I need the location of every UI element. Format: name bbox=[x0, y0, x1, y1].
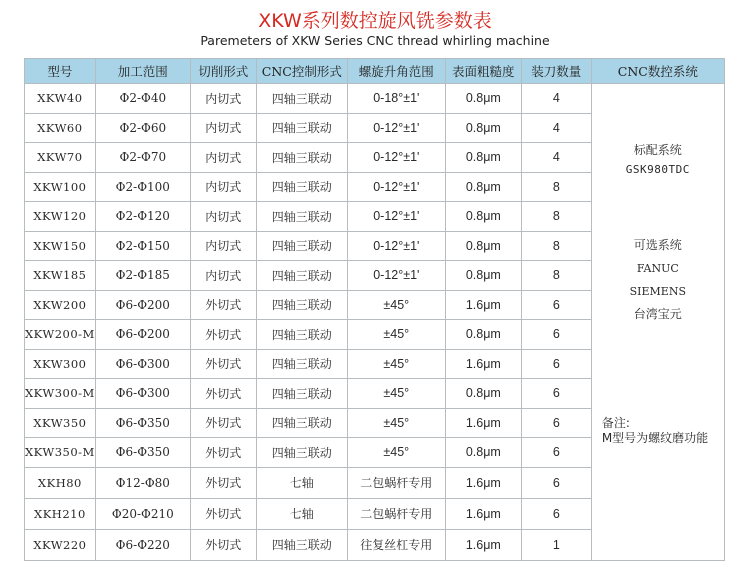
cell-tool-count: 6 bbox=[521, 467, 591, 498]
cell-helix-angle: ±45° bbox=[347, 349, 445, 379]
cell-model: XKH80 bbox=[25, 467, 96, 498]
cell-cnc-control: 四轴三联动 bbox=[256, 84, 347, 114]
cell-cut-type: 外切式 bbox=[190, 498, 256, 529]
cell-cnc-control: 四轴三联动 bbox=[256, 261, 347, 291]
cell-model: XKH210 bbox=[25, 498, 96, 529]
cell-cnc-control: 四轴三联动 bbox=[256, 172, 347, 202]
note-text: M型号为螺纹磨功能 bbox=[601, 431, 709, 445]
cell-cnc-control: 四轴三联动 bbox=[256, 379, 347, 409]
cell-cnc-control: 七轴 bbox=[256, 498, 347, 529]
cell-cut-type: 外切式 bbox=[190, 290, 256, 320]
cell-tool-count: 8 bbox=[521, 202, 591, 232]
cnc-standard-value: GSK980TDC bbox=[625, 163, 690, 176]
cell-tool-count: 6 bbox=[521, 498, 591, 529]
cell-tool-count: 4 bbox=[521, 143, 591, 173]
cnc-optional-fanuc: FANUC bbox=[636, 262, 679, 275]
cell-tool-count: 8 bbox=[521, 261, 591, 291]
cell-range: Φ20-Φ210 bbox=[95, 498, 190, 529]
cell-tool-count: 6 bbox=[521, 379, 591, 409]
cnc-system-cell bbox=[591, 84, 724, 561]
cell-cut-type: 内切式 bbox=[190, 84, 256, 114]
cell-cnc-control: 四轴三联动 bbox=[256, 438, 347, 468]
cell-helix-angle: ±45° bbox=[347, 379, 445, 409]
cell-roughness: 0.8μm bbox=[445, 84, 521, 114]
cell-cut-type: 内切式 bbox=[190, 172, 256, 202]
cell-range: Φ6-Φ350 bbox=[95, 408, 190, 438]
cell-range: Φ6-Φ200 bbox=[95, 320, 190, 350]
cell-model: XKW100 bbox=[25, 172, 96, 202]
cell-cut-type: 内切式 bbox=[190, 261, 256, 291]
cell-tool-count: 8 bbox=[521, 172, 591, 202]
cell-tool-count: 6 bbox=[521, 438, 591, 468]
cell-range: Φ6-Φ220 bbox=[95, 529, 190, 560]
cell-range: Φ2-Φ150 bbox=[95, 231, 190, 261]
cell-tool-count: 4 bbox=[521, 84, 591, 114]
cnc-optional-block bbox=[592, 234, 724, 326]
cnc-optional-siemens: SIEMENS bbox=[629, 285, 686, 298]
cell-roughness: 0.8μm bbox=[445, 320, 521, 350]
header-model: 型号 bbox=[25, 59, 96, 84]
cell-roughness: 0.8μm bbox=[445, 379, 521, 409]
table-header-row bbox=[25, 59, 725, 84]
cell-helix-angle: 0-12°±1' bbox=[347, 202, 445, 232]
cell-helix-angle: 往复丝杠专用 bbox=[347, 529, 445, 560]
header-tool-count: 装刀数量 bbox=[521, 59, 591, 84]
note-label: 备注: bbox=[601, 416, 630, 430]
cnc-optional-label: 可选系统 bbox=[633, 238, 682, 252]
cell-cnc-control: 四轴三联动 bbox=[256, 143, 347, 173]
page-subtitle: Paremeters of XKW Series CNC thread whirling machine bbox=[200, 33, 550, 48]
cell-helix-angle: ±45° bbox=[347, 408, 445, 438]
cell-range: Φ2-Φ70 bbox=[95, 143, 190, 173]
cell-cut-type: 外切式 bbox=[190, 438, 256, 468]
cell-helix-angle: ±45° bbox=[347, 438, 445, 468]
header-helix-angle: 螺旋升角范围 bbox=[347, 59, 445, 84]
cell-roughness: 0.8μm bbox=[445, 172, 521, 202]
cell-cnc-control: 四轴三联动 bbox=[256, 202, 347, 232]
cell-model: XKW220 bbox=[25, 529, 96, 560]
cell-range: Φ2-Φ120 bbox=[95, 202, 190, 232]
cell-cnc-control: 四轴三联动 bbox=[256, 113, 347, 143]
cell-range: Φ2-Φ60 bbox=[95, 113, 190, 143]
cell-cut-type: 内切式 bbox=[190, 143, 256, 173]
cnc-optional-syntec: 台湾宝元 bbox=[633, 307, 682, 321]
cell-model: XKW120 bbox=[25, 202, 96, 232]
cell-roughness: 0.8μm bbox=[445, 143, 521, 173]
cell-range: Φ6-Φ350 bbox=[95, 438, 190, 468]
cell-roughness: 1.6μm bbox=[445, 349, 521, 379]
cell-tool-count: 6 bbox=[521, 320, 591, 350]
cell-helix-angle: 二包蜗杆专用 bbox=[347, 467, 445, 498]
cell-helix-angle: 0-12°±1' bbox=[347, 113, 445, 143]
cell-roughness: 1.6μm bbox=[445, 498, 521, 529]
cnc-standard-block bbox=[592, 140, 724, 180]
cell-roughness: 0.8μm bbox=[445, 113, 521, 143]
parameter-table bbox=[24, 58, 725, 561]
cell-range: Φ2-Φ40 bbox=[95, 84, 190, 114]
cell-cnc-control: 四轴三联动 bbox=[256, 231, 347, 261]
cell-range: Φ2-Φ100 bbox=[95, 172, 190, 202]
cell-cut-type: 内切式 bbox=[190, 231, 256, 261]
cell-model: XKW300 bbox=[25, 349, 96, 379]
cell-model: XKW70 bbox=[25, 143, 96, 173]
header-cnc-control: CNC控制形式 bbox=[256, 59, 347, 84]
cell-helix-angle: 0-12°±1' bbox=[347, 172, 445, 202]
cell-roughness: 1.6μm bbox=[445, 290, 521, 320]
cell-helix-angle: 0-12°±1' bbox=[347, 261, 445, 291]
cell-roughness: 0.8μm bbox=[445, 261, 521, 291]
header-roughness: 表面粗糙度 bbox=[445, 59, 521, 84]
cell-helix-angle: 0-12°±1' bbox=[347, 143, 445, 173]
cell-cnc-control: 四轴三联动 bbox=[256, 349, 347, 379]
cell-roughness: 1.6μm bbox=[445, 408, 521, 438]
cell-tool-count: 8 bbox=[521, 231, 591, 261]
cell-range: Φ6-Φ200 bbox=[95, 290, 190, 320]
cell-cut-type: 外切式 bbox=[190, 467, 256, 498]
cell-model: XKW350 bbox=[25, 408, 96, 438]
cell-roughness: 0.8μm bbox=[445, 231, 521, 261]
cell-roughness: 1.6μm bbox=[445, 529, 521, 560]
cell-tool-count: 1 bbox=[521, 529, 591, 560]
cell-cut-type: 外切式 bbox=[190, 408, 256, 438]
header-cut-type: 切削形式 bbox=[190, 59, 256, 84]
cell-helix-angle: 0-18°±1' bbox=[347, 84, 445, 114]
table-row bbox=[25, 84, 725, 114]
cell-cnc-control: 四轴三联动 bbox=[256, 320, 347, 350]
cell-model: XKW150 bbox=[25, 231, 96, 261]
cell-cut-type: 外切式 bbox=[190, 529, 256, 560]
page-title: XKW系列数控旋风铣参数表 bbox=[258, 10, 492, 32]
cell-cut-type: 外切式 bbox=[190, 349, 256, 379]
cell-model: XKW40 bbox=[25, 84, 96, 114]
cell-cnc-control: 四轴三联动 bbox=[256, 408, 347, 438]
cell-model: XKW300-M bbox=[25, 379, 96, 409]
cell-range: Φ12-Φ80 bbox=[95, 467, 190, 498]
cnc-standard-label: 标配系统 bbox=[633, 143, 682, 157]
cell-cnc-control: 四轴三联动 bbox=[256, 290, 347, 320]
cell-cut-type: 内切式 bbox=[190, 113, 256, 143]
cell-cut-type: 外切式 bbox=[190, 320, 256, 350]
cell-roughness: 0.8μm bbox=[445, 202, 521, 232]
header-cnc-system: CNC数控系统 bbox=[591, 59, 724, 84]
cell-tool-count: 6 bbox=[521, 408, 591, 438]
cell-cnc-control: 七轴 bbox=[256, 467, 347, 498]
cell-model: XKW350-M bbox=[25, 438, 96, 468]
cell-roughness: 0.8μm bbox=[445, 438, 521, 468]
cell-range: Φ6-Φ300 bbox=[95, 349, 190, 379]
cell-helix-angle: ±45° bbox=[347, 320, 445, 350]
cell-tool-count: 6 bbox=[521, 349, 591, 379]
cell-model: XKW60 bbox=[25, 113, 96, 143]
cell-helix-angle: 0-12°±1' bbox=[347, 231, 445, 261]
cell-cut-type: 外切式 bbox=[190, 379, 256, 409]
cell-helix-angle: 二包蜗杆专用 bbox=[347, 498, 445, 529]
cell-range: Φ2-Φ185 bbox=[95, 261, 190, 291]
cell-roughness: 1.6μm bbox=[445, 467, 521, 498]
cell-model: XKW200-M bbox=[25, 320, 96, 350]
cell-cnc-control: 四轴三联动 bbox=[256, 529, 347, 560]
cell-tool-count: 6 bbox=[521, 290, 591, 320]
cell-tool-count: 4 bbox=[521, 113, 591, 143]
cell-model: XKW185 bbox=[25, 261, 96, 291]
cnc-note-block bbox=[602, 416, 708, 446]
header-range: 加工范围 bbox=[95, 59, 190, 84]
cell-cut-type: 内切式 bbox=[190, 202, 256, 232]
cell-helix-angle: ±45° bbox=[347, 290, 445, 320]
cell-range: Φ6-Φ300 bbox=[95, 379, 190, 409]
cell-model: XKW200 bbox=[25, 290, 96, 320]
